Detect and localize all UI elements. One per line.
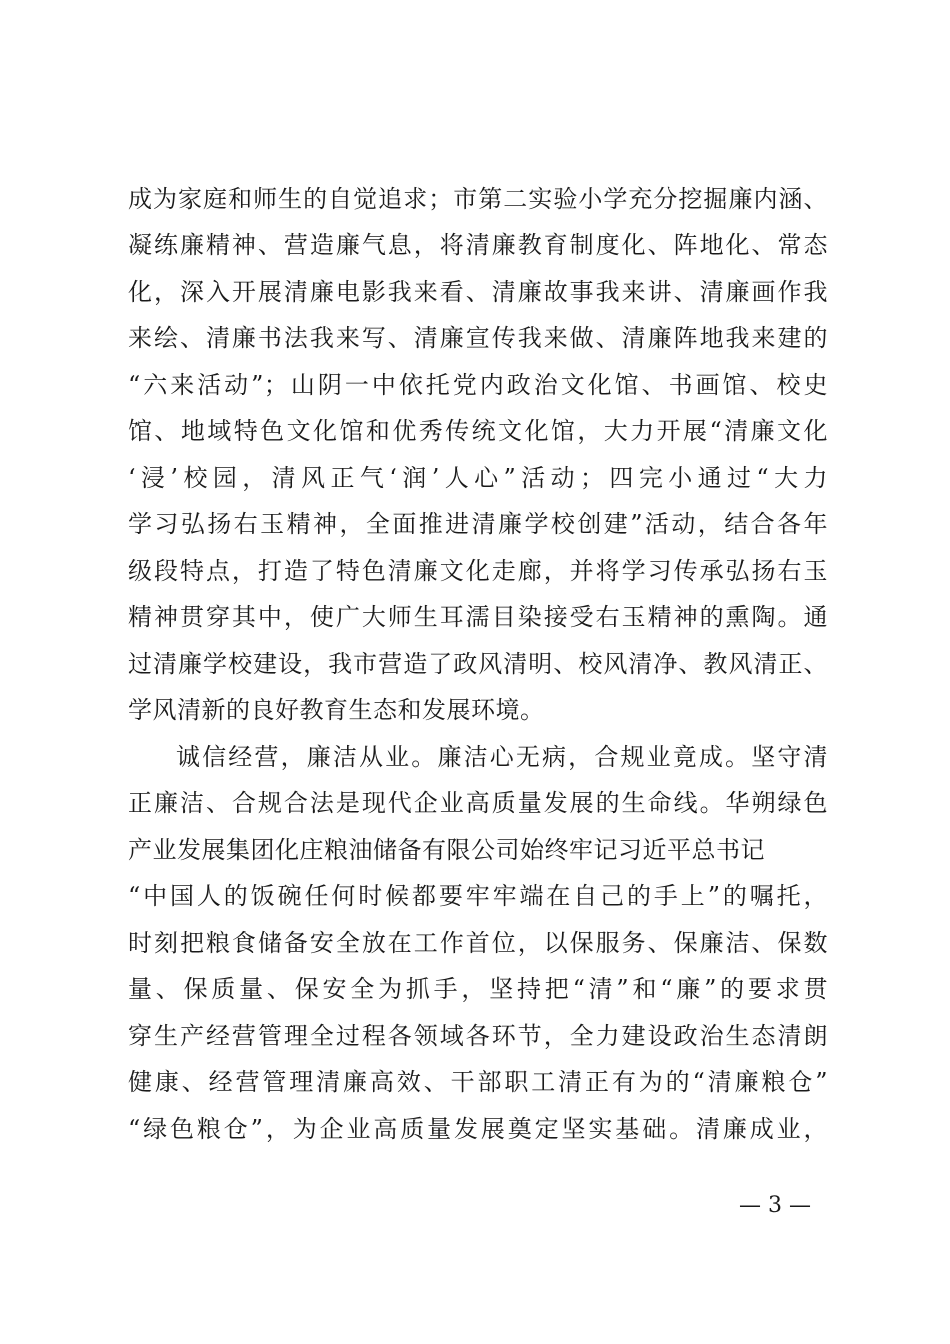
text-line: 正廉洁、合规合法是现代企业高质量发展的生命线。华朔绿色 — [128, 789, 828, 817]
text-line: 精神贯穿其中，使广大师生耳濡目染接受右玉精神的熏陶。通 — [128, 603, 828, 631]
text-line: “中国人的饭碗任何时候都要牢牢端在自己的手上”的嘱托， — [128, 882, 828, 910]
page-number: — 3 — — [739, 1193, 811, 1218]
text-line: 馆、地域特色文化馆和优秀传统文化馆，大力开展“清廉文化 — [128, 417, 828, 445]
text-line: 学风清新的良好教育生态和发展环境。 — [128, 696, 545, 724]
text-line: ‘浸’校园，清风正气‘润’人心”活动；四完小通过“大力 — [128, 464, 828, 492]
text-line: 时刻把粮食储备安全放在工作首位，以保服务、保廉洁、保数 — [128, 929, 828, 957]
text-line: 化，深入开展清廉电影我来看、清廉故事我来讲、清廉画作我 — [128, 278, 828, 306]
text-line: 过清廉学校建设，我市营造了政风清明、校风清净、教风清正、 — [128, 650, 828, 678]
text-line: 学习弘扬右玉精神，全面推进清廉学校创建”活动，结合各年 — [128, 510, 828, 538]
text-line: 产业发展集团化庄粮油储备有限公司始终牢记习近平总书记 — [128, 836, 765, 864]
text-line: “六来活动”；山阴一中依托党内政治文化馆、书画馆、校史 — [128, 371, 828, 399]
text-line: 凝练廉精神、营造廉气息，将清廉教育制度化、阵地化、常态 — [128, 231, 828, 259]
paragraph-first-line: 诚信经营，廉洁从业。廉洁心无病，合规业竟成。坚守清 — [176, 743, 828, 771]
text-line: 成为家庭和师生的自觉追求；市第二实验小学充分挖掘廉内涵、 — [128, 185, 828, 213]
text-line: 量、保质量、保安全为抓手，坚持把“清”和“廉”的要求贯 — [128, 975, 828, 1003]
text-line: 健康、经营管理清廉高效、干部职工清正有为的“清廉粮仓” — [128, 1068, 828, 1096]
text-line: 来绘、清廉书法我来写、清廉宣传我来做、清廉阵地我来建的 — [128, 324, 828, 352]
text-line: “绿色粮仓”，为企业高质量发展奠定坚实基础。清廉成业， — [128, 1115, 828, 1143]
text-line: 级段特点，打造了特色清廉文化走廊，并将学习传承弘扬右玉 — [128, 557, 828, 585]
text-line: 穿生产经营管理全过程各领域各环节，全力建设政治生态清朗 — [128, 1022, 828, 1050]
